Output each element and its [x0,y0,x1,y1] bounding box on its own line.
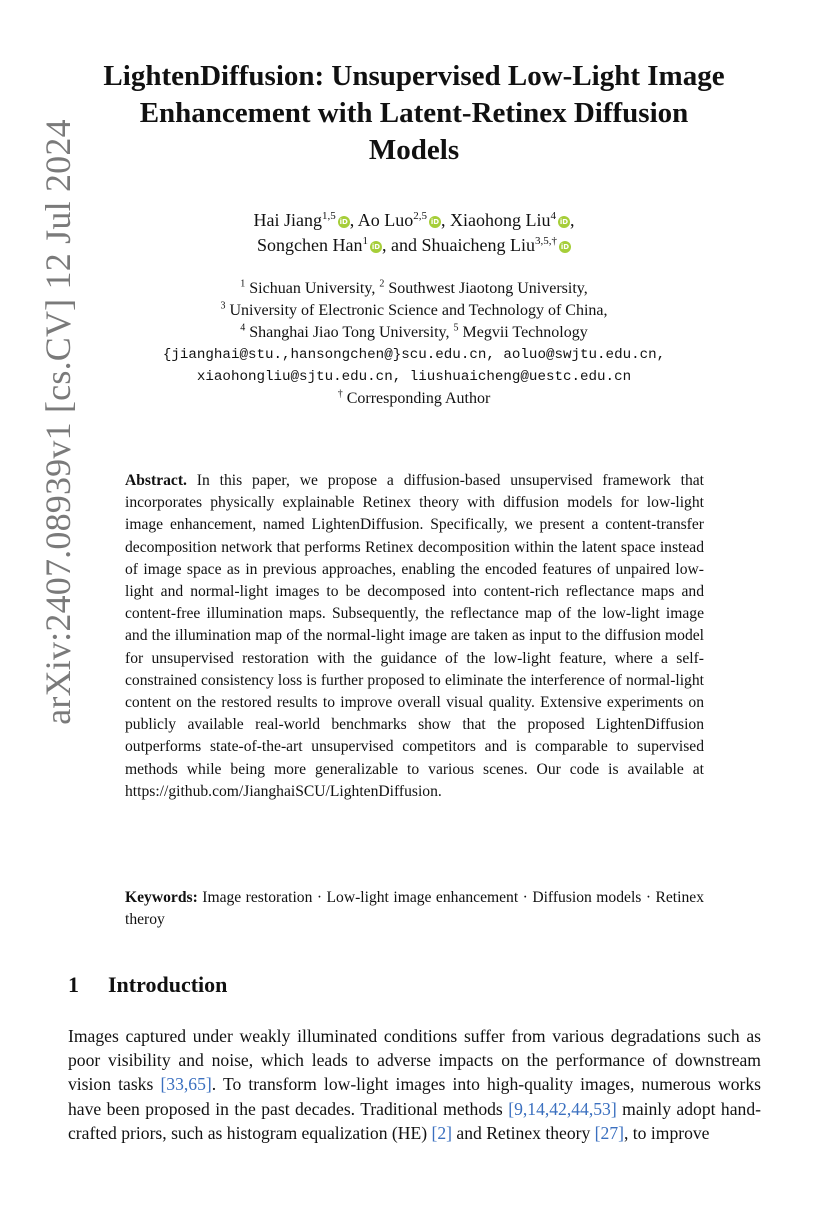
citation-link[interactable]: [2] [431,1122,452,1143]
orcid-icon[interactable]: iD [339,218,348,226]
author-sup: 3,5,† [534,235,557,247]
abstract [125,470,704,803]
orcid-icon[interactable]: iD [560,243,570,251]
affil-name: Megvii Technology [462,324,588,341]
author-sup: 1 [362,235,368,247]
affil-number: 5 [453,322,459,334]
corresponding-note: Corresponding Author [346,390,491,407]
citation-link[interactable]: [27] [594,1122,624,1143]
author-name: Shuaicheng Liu [421,235,535,255]
keywords [125,887,704,931]
keywords-heading: Keywords: [125,889,198,906]
citation-link[interactable]: [9,14,42,44,53] [508,1098,617,1119]
corresponding-mark: † [337,388,343,400]
intro-text: . To transform low-light images into high-quality images, numerous works have been proposed in the past decades. Traditional methods [68,1074,761,1119]
email-line: {jianghai@stu.,hansongchen@}scu.edu.cn, aoluo@swjtu.edu.cn, [162,347,666,363]
author-list: Hai Jiang$^{1,5}$ iD , Ao Luo$^{2,5}$ iD , Xiaohong Liu$^4$ iD , Songchen Han$^1$ iD , and Shuaicheng Liu$^{3,5,\dagger}$ iD [253,210,575,255]
arxiv-id: arXiv:2407.08939v1 [cs.CV] 12 Jul 2024 [38,119,78,725]
author-sup: 1,5 [321,210,336,222]
title-line: Models [368,134,460,166]
affil-name: Sichuan University, [249,280,376,297]
affil-number: 1 [240,278,246,290]
orcid-icon[interactable]: iD [559,218,569,226]
author-name: Xiaohong Liu [450,210,551,230]
author-name: Ao Luo [357,210,414,230]
author-name: Songchen Han [257,235,363,255]
affil-number: 4 [240,322,246,334]
section-heading [68,972,768,998]
intro-text: mainly adopt hand-crafted priors, such as histogram equalization (HE) [68,1098,761,1143]
email-line: xiaohongliu@sjtu.edu.cn, liushuaicheng@uestc.edu.cn [196,369,632,385]
section-number: 1 [68,972,79,997]
orcid-icon[interactable]: iD [430,218,440,226]
affil-name: Southwest Jiaotong University, [388,280,588,297]
abstract-text: In this paper, we propose a diffusion-based unsupervised framework that incorporates physically explainable Retinex theory with diffusion models for low-light image enhancement, named LightenDiffusion. Specifically, we present a content-transfer decomposition network that performs Retinex decomposition within the latent space instead of image space as in previous approaches, enabling the encoded features of unpaired low-light and normal-light images to be decomposed into content-rich reflectance maps and content-free illumination maps. Subsequently, the reflectance map of the low-light image and the illumination map of the normal-light image are taken as input to the diffusion model for unsupervised restoration with the guidance of the low-light feature, where a self-constrained consistency loss is further proposed to eliminate the interference of normal-light content on the restored results to improve overall visual quality. Extensive experiments on publicly available real-world benchmarks show that the proposed LightenDiffusion outperforms state-of-the-art unsupervised competitors and is comparable to supervised methods while being more generalizable to various scenes. Our code is available at https://github.com/JianghaiSCU/LightenDiffusion. [125,472,704,800]
author-name: Hai Jiang [253,210,322,230]
affil-name: University of Electronic Science and Technology of China, [229,302,608,319]
introduction-paragraph [68,1024,761,1145]
keywords-text: Image restoration · Low-light image enhancement · Diffusion models · Retinex theroy [125,889,704,929]
affil-name: Shanghai Jiao Tong University, [249,324,450,341]
intro-text: and Retinex theory [452,1122,595,1143]
section-title: Introduction [108,972,228,997]
author-sup: 4 [550,210,556,222]
paper-title [80,58,748,169]
affil-number: 2 [379,278,385,290]
affil-number: 3 [220,300,226,312]
abstract-heading: Abstract. [125,472,187,489]
orcid-icon[interactable]: iD [371,243,381,251]
author-sup: 2,5 [413,210,427,222]
intro-text: Images captured under weakly illuminated conditions suffer from various degradations such as poor visibility and noise, which leads to adverse impacts on the performance of downstream vision tasks [68,1026,761,1095]
title-line: Enhancement with Latent-Retinex Diffusion [139,97,689,129]
affiliations [80,278,748,410]
citation-link[interactable]: [33,65] [160,1074,212,1095]
author-connector: and [391,235,417,255]
title-line: LightenDiffusion: Unsupervised Low-Light Image [103,60,725,92]
intro-text: , to improve [623,1122,710,1143]
